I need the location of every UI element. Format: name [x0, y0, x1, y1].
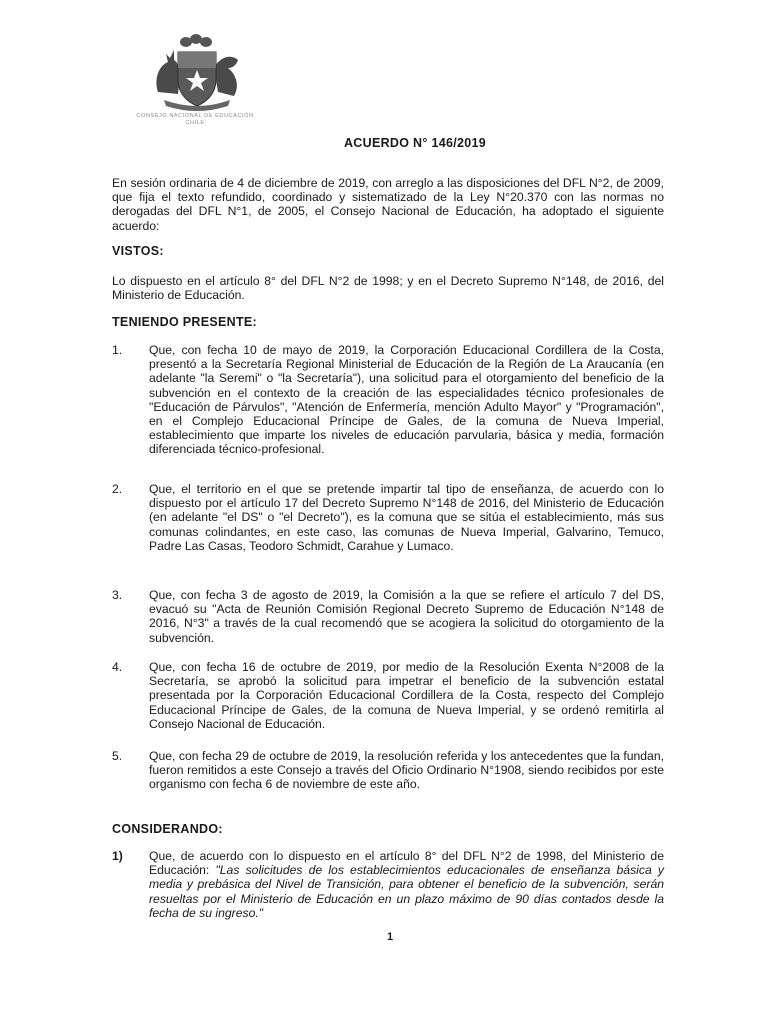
- teniendo-item-5: [112, 749, 664, 792]
- agreement-title: ACUERDO N° 146/2019: [343, 136, 486, 150]
- item-number: 5.: [112, 749, 123, 763]
- item-text: Que, con fecha 16 de octubre de 2019, por medio de la Resolución Exenta N°2008 de la Secretaría, se aprobó la solicitud para impetrar el beneficio de la subvención estatal presentada por la Corporación Educacional Cordillera de la Costa, respecto del Complejo Educacional Príncipe de Gales, de la comuna de Nueva Imperial, y se ordenó remitirla al Consejo Nacional de Educación.: [149, 660, 664, 731]
- item-number: 2.: [112, 482, 123, 496]
- considerando-item-1: [112, 849, 664, 920]
- teniendo-presente-heading: TENIENDO PRESENTE:: [112, 315, 257, 329]
- vistos-paragraph: Lo dispuesto en el artículo 8° del DFL N°2 de 1998; y en el Decreto Supremo N°148, de 2016, del Ministerio de Educación.: [112, 274, 664, 303]
- chile-coat-of-arms-seal: [130, 32, 260, 127]
- page-number: 1: [386, 931, 394, 943]
- item-text: Que, el territorio en el que se pretende impartir tal tipo de enseñanza, de acuerdo con lo dispuesto por el artículo 17 del Decreto Supremo N°148 de 2016, del Ministerio de Educación (en adelante "el DS" o "el Decreto"), es la comuna que se sitúa el establecimiento, más sus comunas colindantes, en este caso, las comunas de Nueva Imperial, Galvarino, Temuco, Padre Las Casas, Teodoro Schmidt, Carahue y Lumaco.: [149, 482, 664, 553]
- item-number: 4.: [112, 660, 123, 674]
- intro-paragraph: En sesión ordinaria de 4 de diciembre de 2019, con arreglo a las disposiciones del DFL N°2, de 2009, que fija el texto refundido, coordinado y sistematizado de la Ley N°20.370 con las normas no derogadas del DFL N°1, de 2005, el Consejo Nacional de Educación, ha adoptado el siguiente acuerdo:: [112, 176, 664, 233]
- seal-caption: [130, 113, 260, 127]
- item-text-quote: "Las solicitudes de los establecimientos educacionales de enseñanza básica y media y prebásica del Nivel de Transición, para obtener el beneficio de la subvención, serán resueltas por el Ministerio de Educación en un plazo máximo de 90 días contados desde la fecha de su ingreso.": [149, 863, 665, 920]
- considerando-heading: CONSIDERANDO:: [112, 822, 223, 836]
- item-text: Que, con fecha 29 de octubre de 2019, la resolución referida y los antecedentes que la fundan, fueron remitidos a este Consejo a través del Oficio Ordinario N°1908, siendo recibidos por este organismo con fecha 6 de noviembre de este año.: [149, 749, 664, 792]
- teniendo-item-2: [112, 482, 664, 553]
- teniendo-item-1: [112, 343, 664, 457]
- item-number: 1.: [112, 343, 123, 357]
- item-text: [149, 849, 664, 920]
- coat-of-arms-icon: [140, 32, 250, 112]
- item-text: Que, con fecha 3 de agosto de 2019, la Comisión a la que se refiere el artículo 7 del DS, evacuó su "Acta de Reunión Comisión Regional Decreto Supremo de Educación N°148 de 2016, N°3" a través de la cual recomendó que se acogiera la solicitud do otorgamiento de la subvención.: [149, 588, 664, 645]
- vistos-heading: VISTOS:: [112, 244, 164, 258]
- item-number: 3.: [112, 588, 123, 602]
- seal-caption-line2: CHILE: [185, 120, 205, 126]
- seal-caption-line1: CONSEJO NACIONAL DE EDUCACIÓN: [136, 113, 254, 119]
- teniendo-item-3: [112, 588, 664, 645]
- item-text-plain: Que, de acuerdo con lo dispuesto en el artículo 8° del DFL N°2 de 1998, del Ministerio de Educación:: [149, 849, 664, 878]
- item-number: 1): [112, 849, 123, 863]
- teniendo-item-4: [112, 660, 664, 731]
- item-text: Que, con fecha 10 de mayo de 2019, la Corporación Educacional Cordillera de la Costa, presentó a la Secretaría Regional Ministerial de Educación de la Región de La Araucanía (en adelante "la Seremi" o "la Secretaría"), una solicitud para el otorgamiento del beneficio de la subvención en el contexto de la creación de las especialidades técnico profesionales de "Educación de Párvulos", "Atención de Enfermería, mención Adulto Mayor" y "Programación", en el Complejo Educacional Príncipe de Gales, de la comuna de Nueva Imperial, establecimiento que imparte los niveles de educación parvularia, básica y media, formación diferenciada técnico-profesional.: [149, 343, 664, 457]
